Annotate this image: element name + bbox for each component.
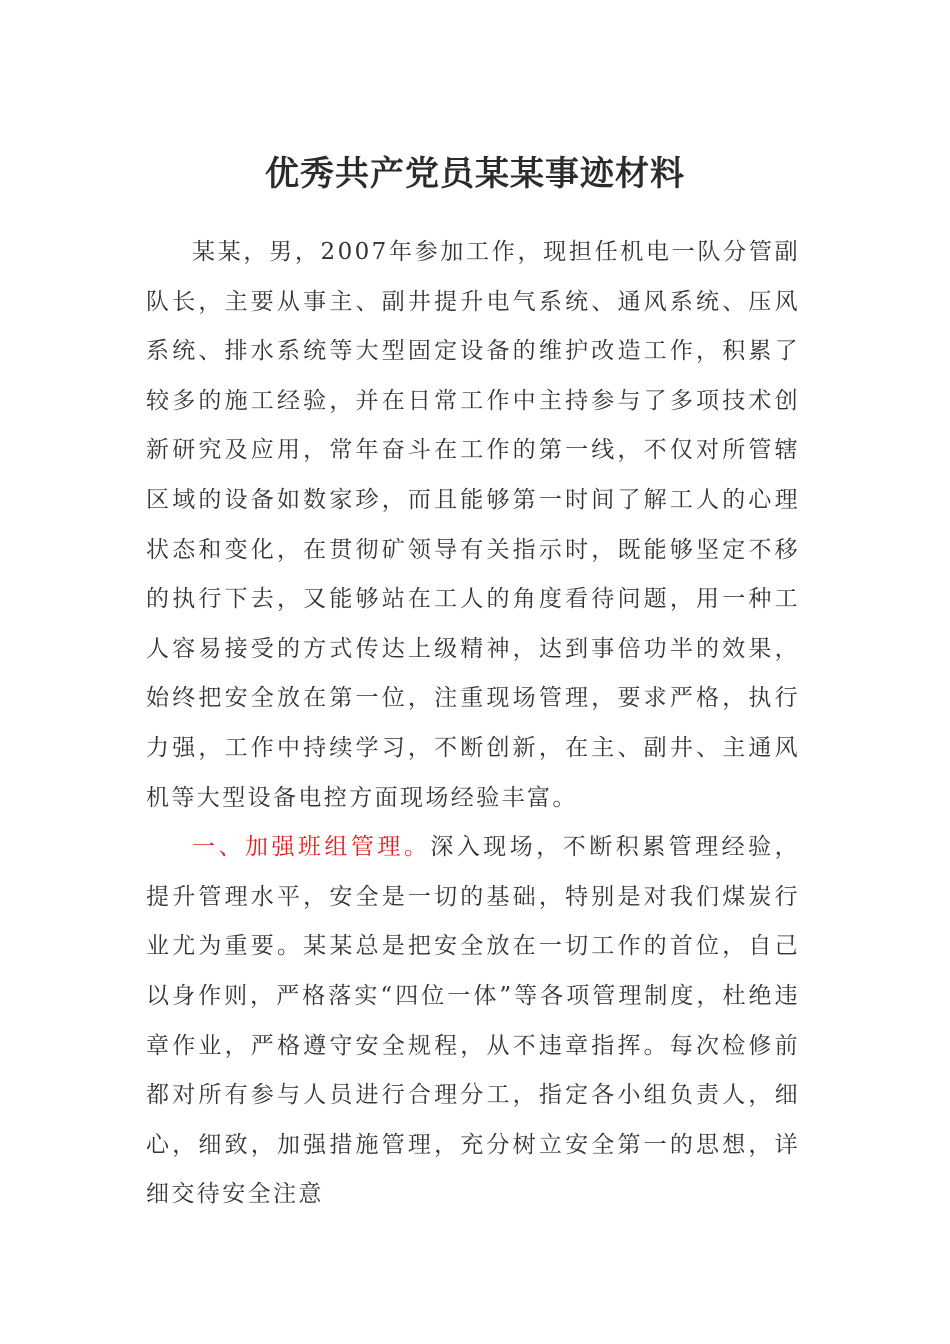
document-title: 优秀共产党员某某事迹材料 [265, 154, 685, 194]
section-1-paragraph [146, 823, 800, 1220]
section-1-heading: 一、加强班组管理。 [192, 834, 431, 861]
document-body [146, 228, 800, 1220]
intro-paragraph: 某某，男，2007年参加工作，现担任机电一队分管副队长，主要从事主、副井提升电气系统、通风系统、压风系统、排水系统等大型固定设备的维护改造工作，积累了较多的施工经验，并在日常工作中主持参与了多项技术创新研究及应用，常年奋斗在工作的第一线，不仅对所管辖区域的设备如数家珍，而且能够第一时间了解工人的心理状态和变化，在贯彻矿领导有关指示时，既能够坚定不移的执行下去，又能够站在工人的角度看待问题，用一种工人容易接受的方式传达上级精神，达到事倍功半的效果，始终把安全放在第一位，注重现场管理，要求严格，执行力强，工作中持续学习，不断创新，在主、副井、主通风机等大型设备电控方面现场经验丰富。 [146, 239, 800, 811]
section-1-text: 深入现场，不断积累管理经验，提升管理水平，安全是一切的基础，特别是对我们煤炭行业尤为重要。某某总是把安全放在一切工作的首位，自己以身作则，严格落实“四位一体”等各项管理制度，杜绝违章作业，严格遵守安全规程，从不违章指挥。每次检修前都对所有参与人员进行合理分工，指定各小组负责人，细心，细致，加强措施管理，充分树立安全第一的思想，详细交待安全注意 [146, 834, 800, 1208]
